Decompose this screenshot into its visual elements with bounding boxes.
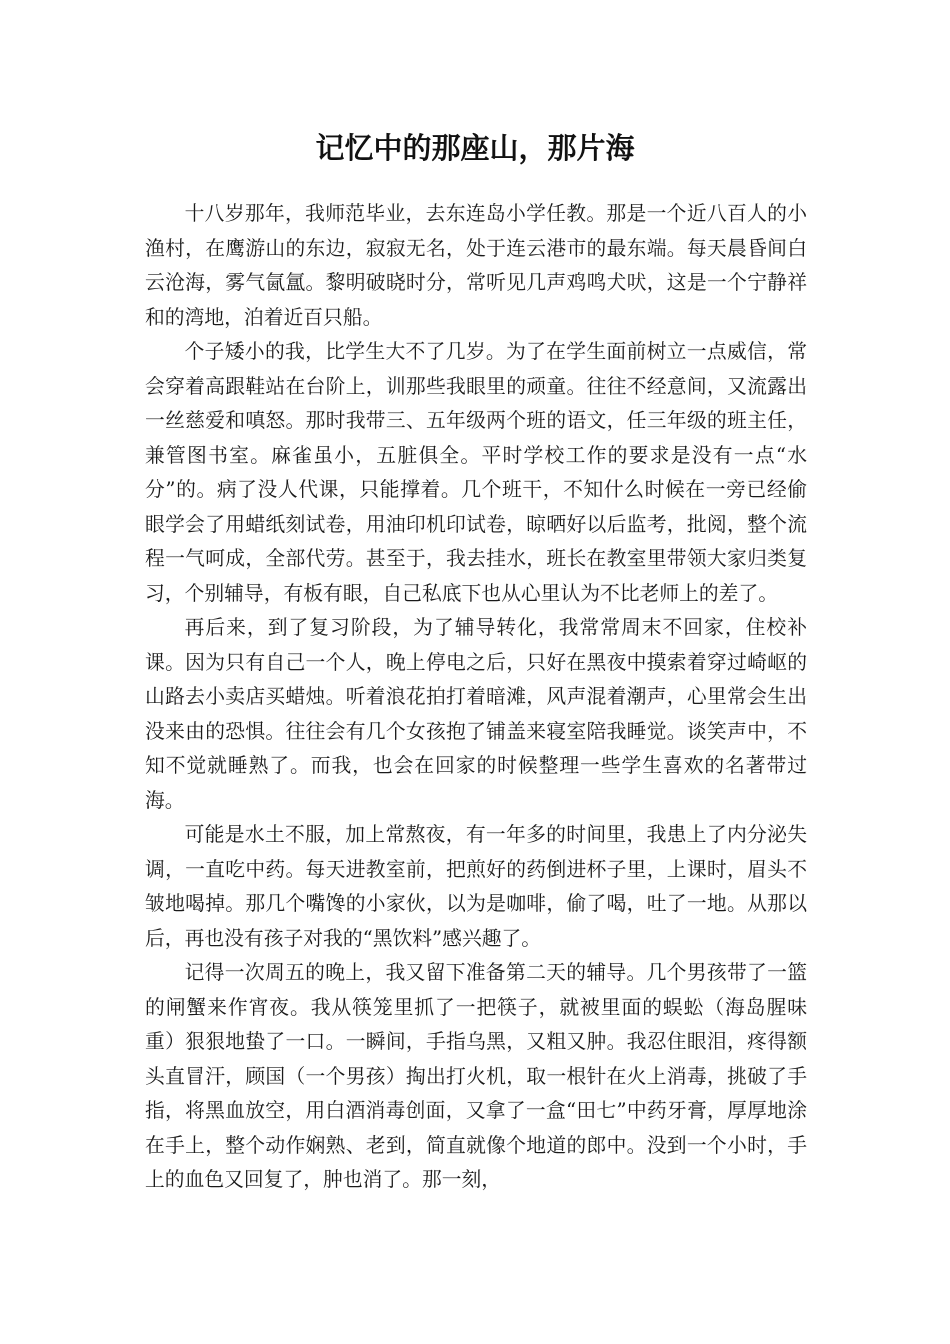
paragraph: 记得一次周五的晚上，我又留下准备第二天的辅导。几个男孩带了一篮的闸蟹来作宵夜。我从筷笼里抓了一把筷子，就被里面的蜈蚣（海岛腥味重）狠狠地蛰了一口。一瞬间，手指乌黑，又粗又肿。我忍住眼泪，疼得额头直冒汗，顾国（一个男孩）掏出打火机，取一根针在火上消毒，挑破了手指，将黑血放空，用白酒消毒创面，又拿了一盒“田七”中药牙膏，厚厚地涂在手上，整个动作娴熟、老到，简直就像个地道的郎中。没到一个小时，手上的血色又回复了，肿也消了。那一刻， bbox=[145, 961, 807, 1191]
paragraph: 可能是水土不服，加上常熬夜，有一年多的时间里，我患上了内分泌失调，一直吃中药。每天进教室前，把煎好的药倒进杯子里，上课时，眉头不皱地喝掉。那几个嘴馋的小家伙，以为是咖啡，偷了喝，吐了一地。从那以后，再也没有孩子对我的“黑饮料”感兴趣了。 bbox=[145, 823, 807, 950]
paragraph: 十八岁那年，我师范毕业，去东连岛小学任教。那是一个近八百人的小渔村，在鹰游山的东边，寂寂无名，处于连云港市的最东端。每天晨昏间白云沧海，雾气氤氲。黎明破晓时分，常听见几声鸡鸣犬吠，这是一个宁静祥和的湾地，泊着近百只船。 bbox=[145, 202, 807, 329]
document-title: 记忆中的那座山，那片海 bbox=[315, 131, 635, 165]
document-body bbox=[145, 197, 807, 1198]
paragraph: 再后来，到了复习阶段，为了辅导转化，我常常周末不回家，住校补课。因为只有自己一个人，晚上停电之后，只好在黑夜中摸索着穿过崎岖的山路去小卖店买蜡烛。听着浪花拍打着暗滩，风声混着潮声，心里常会生出没来由的恐惧。往往会有几个女孩抱了铺盖来寝室陪我睡觉。谈笑声中，不知不觉就睡熟了。而我，也会在回家的时候整理一些学生喜欢的名著带过海。 bbox=[145, 616, 807, 812]
paragraph: 个子矮小的我，比学生大不了几岁。为了在学生面前树立一点威信，常会穿着高跟鞋站在台阶上，训那些我眼里的顽童。往往不经意间，又流露出一丝慈爱和嗔怒。那时我带三、五年级两个班的语文，任三年级的班主任，兼管图书室。麻雀虽小，五脏俱全。平时学校工作的要求是没有一点“水分”的。病了没人代课，只能撑着。几个班干，不知什么时候在一旁已经偷眼学会了用蜡纸刻试卷，用油印机印试卷，晾晒好以后监考，批阅，整个流程一气呵成，全部代劳。甚至于，我去挂水，班长在教室里带领大家归类复习，个别辅导，有板有眼，自己私底下也从心里认为不比老师上的差了。 bbox=[145, 340, 807, 605]
